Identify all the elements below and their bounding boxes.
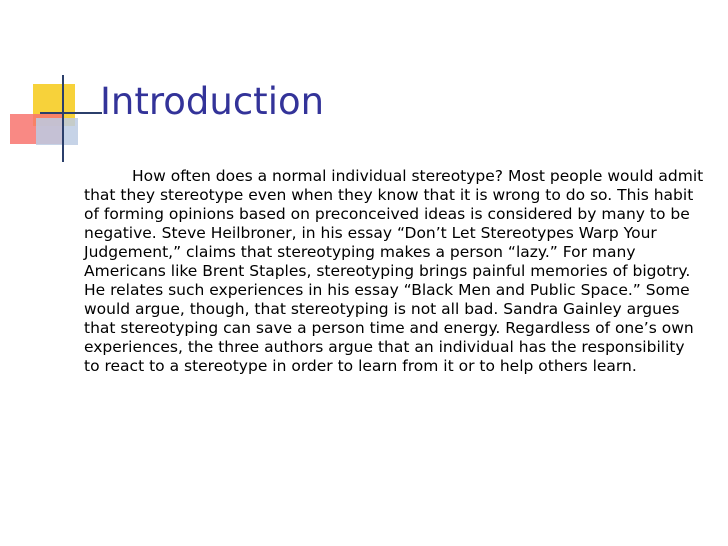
slide-body-paragraph: How often does a normal individual stereotype? Most people would admit that they stereotype even when they know that it is wrong to do so. This habit of forming opinions based on preconceived ideas is considered by many to be negative. Steve Heilbroner, in his essay “Don’t Let Stereotypes Warp Your Judgement,” claims that stereotyping makes a person “lazy.” For many Americans like Brent Staples, stereotyping brings painful memories of bigotry. He relates such experiences in his essay “Black Men and Public Space.” Some would argue, though, that stereotyping is not all bad. Sandra Gainley argues that stereotyping can save a person time and energy. Regardless of one’s own experiences, the three authors argue that an individual has the responsibility to react to a stereotype in order to learn from it or to help others learn. (84, 167, 704, 375)
logo-blue-square (36, 118, 78, 145)
logo-horizontal-line (40, 112, 102, 114)
logo-vertical-line (62, 75, 64, 162)
slide-title: Introduction (100, 80, 325, 123)
